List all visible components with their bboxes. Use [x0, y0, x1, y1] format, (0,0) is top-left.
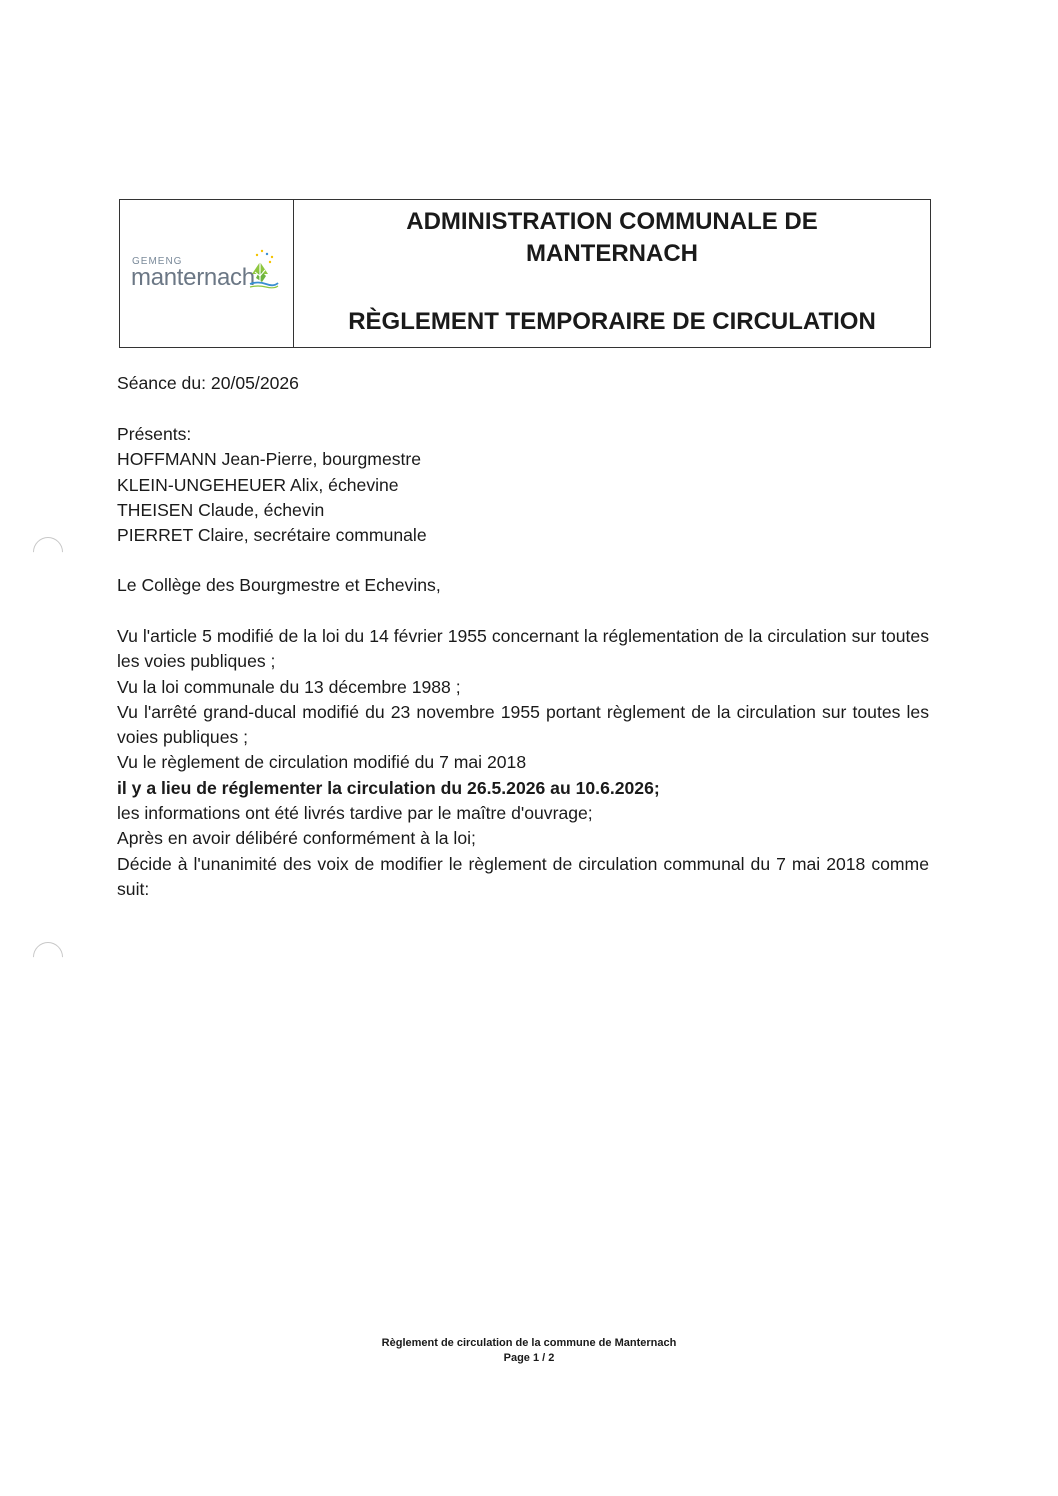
- member-item: HOFFMANN Jean-Pierre, bourgmestre: [117, 449, 422, 470]
- clause-item: Vu l'arrêté grand-ducal modifié du 23 novembre 1955 portant règlement de la circulation sur toutes les voies publiques ;: [117, 701, 929, 748]
- title-cell: [294, 200, 930, 347]
- clause-item: Décide à l'unanimité des voix de modifier le règlement de circulation communal du 7 mai 2018 comme suit:: [117, 853, 929, 899]
- clauses-section: [117, 624, 929, 902]
- presents-label: Présents:: [117, 424, 192, 444]
- logo-gemeng-text: GEMENG: [132, 256, 183, 267]
- member-item: THEISEN Claude, échevin: [117, 499, 325, 520]
- title-line-1: ADMINISTRATION COMMUNALE DE: [406, 208, 818, 235]
- presents-section: [117, 422, 929, 548]
- document-header: [119, 199, 931, 348]
- punch-hole-mark: [27, 936, 69, 978]
- page-number: Page 1 / 2: [503, 1352, 555, 1364]
- manternach-logo-icon: [248, 248, 282, 290]
- document-title: [294, 206, 930, 270]
- clause-item-highlight: il y a lieu de réglementer la circulation du 26.5.2026 au 10.6.2026;: [117, 777, 660, 798]
- clause-item: Vu l'article 5 modifié de la loi du 14 février 1955 concernant la réglementation de la circulation sur toutes les voies publiques ;: [117, 626, 929, 672]
- document-subtitle: RÈGLEMENT TEMPORAIRE DE CIRCULATION: [348, 308, 876, 335]
- member-item: KLEIN-UNGEHEUER Alix, échevine: [117, 474, 399, 495]
- college-statement: Le Collège des Bourgmestre et Echevins,: [117, 575, 441, 595]
- title-line-2: MANTERNACH: [526, 240, 698, 267]
- clause-item: les informations ont été livrés tardive par le maître d'ouvrage;: [117, 803, 593, 824]
- clause-item: Après en avoir délibéré conformément à la loi;: [117, 828, 476, 849]
- footer-title: Règlement de circulation de la commune de Manternach: [381, 1337, 677, 1349]
- seance-date: Séance du: 20/05/2026: [117, 373, 299, 393]
- clause-item: Vu la loi communale du 13 décembre 1988 ;: [117, 676, 461, 697]
- member-item: PIERRET Claire, secrétaire communale: [117, 525, 427, 546]
- logo-manternach-text: manternach: [131, 264, 255, 291]
- logo-cell: [120, 200, 294, 347]
- page-footer: [0, 1336, 1058, 1366]
- clause-item: Vu le règlement de circulation modifié du 7 mai 2018: [117, 752, 527, 773]
- punch-hole-mark: [27, 531, 69, 573]
